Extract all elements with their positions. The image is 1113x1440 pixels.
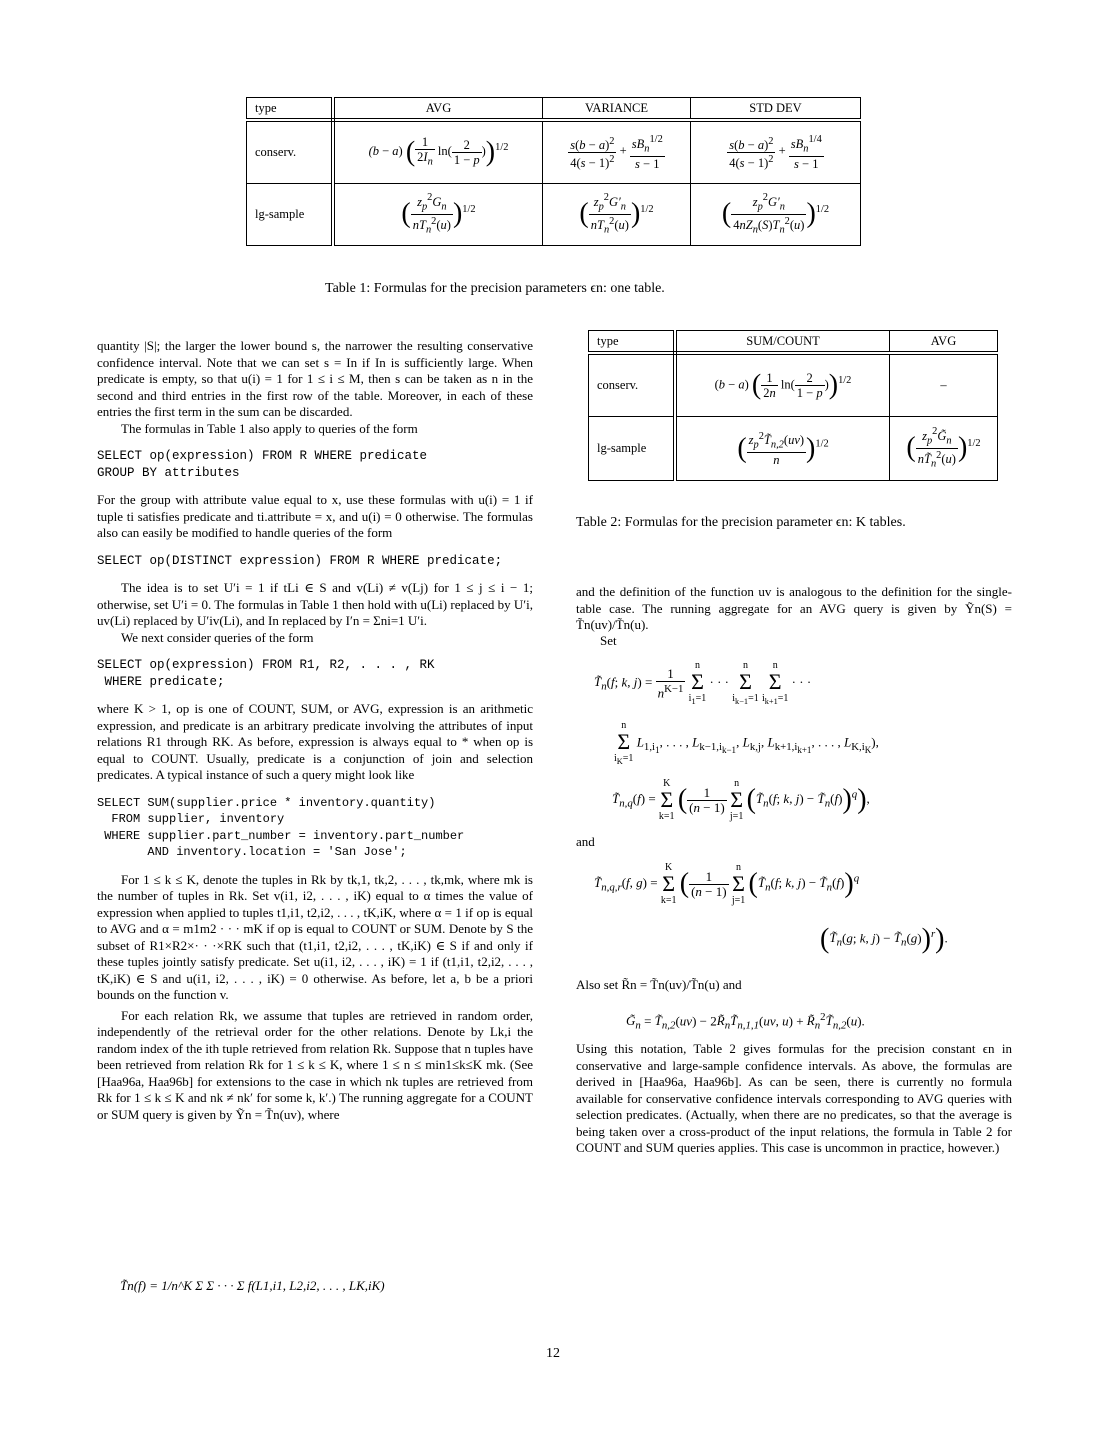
table1-header-type: type bbox=[247, 98, 334, 120]
code-block: SELECT op(expression) FROM R WHERE predicate GROUP BY attributes bbox=[97, 449, 428, 480]
table1-row-label: lg-sample bbox=[247, 184, 334, 246]
table2 bbox=[588, 330, 998, 481]
page-number: 12 bbox=[546, 1346, 560, 1361]
paragraph: For the group with attribute value equal to x, use these formulas with u(i) = 1 if tuple ti satisfies predicate and ti.attribute = x, and u(i) = 0 otherwise. The formulas also can easily be modified to handle queries of the form bbox=[97, 492, 533, 540]
table1-cell-formula: ( $\frac{z_p^2G'_n}{nT_n^2(u)}$ )$^{1/2}$ bbox=[543, 184, 691, 246]
equation-tn-fkj-cont: n Σ $i_K=1$ $L_{1,i_1}$, . . . , $L_{k-1,i_{k-1}}$, $L_{k,j}$, $L_{k+1,i_{k+1}}$, . . . , $L_{K,i_K}$), bbox=[614, 720, 879, 766]
equation-tn-fkj: $T̃_n(f$; k, j) = $\frac{1}{n^{K-1}}$ n Σ $i_1=1$ · · · n Σ $i_{k-1}=1$ n Σ $i_{k+1}=1$ · · · bbox=[594, 660, 812, 706]
paragraph: For each relation Rk, we assume that tuples are retrieved in random order, independently of the retrieval order for the other relations. Denote by Lk,i the random index of the ith tuple retrieved from relation Rk. Suppose that n tuples have been retrieved from relation Rk for 1 ≤ k ≤ K, where 1 ≤ n ≤ min1≤k≤K mk. (See [Haa96a, Haa96b] for extensions to the case in which nk tuples are retrieved from Rk for 1 ≤ k ≤ K and nk ≠ nk′ for some k, k′.) The running aggregate for a COUNT or SUM query is given by Ỹn = T̃n(uv), where bbox=[97, 1007, 533, 1122]
code-block: SELECT op(DISTINCT expression) FROM R WHERE predicate; bbox=[97, 553, 503, 568]
paragraph: Set bbox=[600, 633, 617, 648]
table2-cell-formula: (b − a) ( $\frac{1}{2n}$ ln( $\frac{2}{1 - p}$ ))$^{1/2}$ bbox=[675, 353, 890, 417]
paragraph: For 1 ≤ k ≤ K, denote the tuples in Rk by tk,1, tk,2, . . . , tk,mk, where mk is the number of tuples in Rk. Set v(i1, i2, . . . , iK) equal to α times the value of expression when applied to tuples t1,i1, t2,i2, . . . , tK,iK, where α = 1 if op is equal to AVG and α = m1m2 · · · mK if op is equal to COUNT or SUM. Denote by S the subset of R1×R2×· · ·×RK such that (t1,i1, t2,i2, . . . , tK,iK) ∈ S if and only if these tuples jointly satisfy predicate. Set u(i1, i2, . . . , iK) = 1 if (t1,i1, t2,i2, . . . , tK,iK) ∈ S and u(i1, i2, . . . , iK) = 0 otherwise. As before, let a, b be a priori bounds on the function v. bbox=[97, 871, 533, 1002]
paragraph: where K > 1, op is one of COUNT, SUM, or AVG, expression is an arithmetic expression, and predicate is an arbitrary predicate involving the attributes of input relations R1 through RK. As before, expression is always equal to * when op is equal to COUNT. Usually, predicate is a conjunction of join and selection predicates. A typical instance of such a query might look like bbox=[97, 701, 533, 782]
table2-row-label: lg-sample bbox=[589, 417, 676, 481]
table1-header-variance: VARIANCE bbox=[543, 98, 691, 120]
paragraph: quantity |S|; the larger the lower bound s, the narrower the resulting conservative confidence interval. Note that we can set s = In if In is sufficiently large. When predicate is empty, so that u(i) = 1 for 1 ≤ i ≤ M, then s can be taken as n in the second and third entries in the first row of the table. Moreover, in each of these entries the first term in the sum can be discarded. bbox=[97, 338, 533, 419]
table2-header-sumcount: SUM/COUNT bbox=[675, 331, 890, 353]
table1-cell-formula: $\frac{s(b - a)^2}{4(s - 1)^2}$ + $\frac{sB_n^{1/4}}{s - 1}$ bbox=[691, 120, 861, 184]
table1-caption: Table 1: Formulas for the precision parameters ϵn: one table. bbox=[325, 281, 665, 296]
table2-header-avg: AVG bbox=[890, 331, 998, 353]
table1-header-stddev: STD DEV bbox=[691, 98, 861, 120]
table2-cell-formula: ( $\frac{z_p^2T̃_{n,2}(uv)}{n}$ )$^{1/2}$ bbox=[675, 417, 890, 481]
paragraph: Using this notation, Table 2 gives formulas for the precision constant ϵn in conservative and large-sample confidence intervals. As above, the formulas are derived in [Haa96a, Haa96b]. As can be seen, there is currently no formula available for conservative confidence intervals corresponding to AVG queries with selection predicates. (Actually, when there are no predicates, so that the average is being taken over a cross-product of the input relations, the formula in Table 2 for COUNT and SUM queries applies. This case is uncommon in practice, however.) bbox=[576, 1041, 1012, 1155]
table1 bbox=[246, 97, 861, 246]
table2-caption: Table 2: Formulas for the precision parameter ϵn: K tables. bbox=[576, 515, 906, 530]
table2-row-label: conserv. bbox=[589, 353, 676, 417]
equation-gn: $G̃_n$ = $T̃_{n,2}(uv)$ − $2R̃_nT̃_{n,1,1}(uv$, $u) + R̃_n^2T̃_{n,2}(u)$. bbox=[626, 1011, 865, 1032]
table2-header-type: type bbox=[589, 331, 676, 353]
table2-cell-formula: ( $\frac{z_p^2G̃_n}{nT̃_n^2(u)}$ )$^{1/2}$ bbox=[890, 417, 998, 481]
paragraph: The formulas in Table 1 also apply to queries of the form bbox=[121, 420, 418, 436]
equation-tnqr: $T̃_{n,q,r}(f$, g) = K Σ k=1 ( $\frac{1}{(n - 1)}$ n Σ j=1 ($T̃_n(f$; k, $j) - T̃_n(f))^q$ bbox=[594, 862, 860, 906]
paragraph: We next consider queries of the form bbox=[121, 629, 314, 645]
table1-cell-formula: $\frac{s(b - a)^2}{4(s - 1)^2}$ + $\frac{sB_n^{1/2}}{s - 1}$ bbox=[543, 120, 691, 184]
paragraph: and the definition of the function uv is analogous to the definition for the single-table case. The running aggregate for an AVG query is given by Ỹn(S) = T̃n(uv)/T̃n(u). bbox=[576, 584, 1012, 632]
equation-tn: T̃n(f) = 1/n^K Σ Σ · · · Σ f(L1,i1, L2,i2, . . . , LK,iK) bbox=[120, 1278, 385, 1293]
table1-cell-formula: ( $\frac{z_p^2G_n}{nT_n^2(u)}$ )$^{1/2}$ bbox=[333, 184, 543, 246]
table1-cell-formula: (b − a) ( $\frac{1}{2I_n}$ ln( $\frac{2}{1 - p}$ ))$^{1/2}$ bbox=[333, 120, 543, 184]
equation-tnq: $T̃_{n,q}(f) = K$ Σ k=1 ( $\frac{1}{(n - 1)}$ n Σ j=1 ($T̃_n(f$; k, $j) - T̃_n(f))^q$), bbox=[612, 778, 870, 822]
paragraph: Also set R̃n = T̃n(uv)/T̃n(u) and bbox=[576, 977, 742, 992]
left-column bbox=[97, 338, 533, 1123]
table1-row-label: conserv. bbox=[247, 120, 334, 184]
code-block: SELECT op(expression) FROM R1, R2, . . . , RK WHERE predicate; bbox=[97, 658, 435, 689]
table2-cell-formula: – bbox=[890, 353, 998, 417]
table1-header-avg: AVG bbox=[333, 98, 543, 120]
equation-tnqr-cont: ($T̃_n(g$; k, $j) - T̃_n(g))^r$). bbox=[820, 923, 948, 955]
table1-cell-formula: ( $\frac{z_p^2G'_n}{4nZ_n(S)T_n^2(u)}$ )$^{1/2}$ bbox=[691, 184, 861, 246]
paragraph: and bbox=[576, 834, 595, 849]
paragraph: The idea is to set U′i = 1 if tLi ∈ S and v(Li) ≠ v(Lj) for 1 ≤ j ≤ i − 1; otherwise, set U′i = 0. The formulas in Table 1 then hold with u(Li) replaced by U′i, uv(Li) replaced by U′iv(Li), and In replaced by I′n = Σni=1 U′i. bbox=[97, 580, 533, 628]
code-block: SELECT SUM(supplier.price * inventory.quantity) FROM supplier, inventory WHERE supplier.part_number = inventory.part_number AND inventory.location = 'San Jose'; bbox=[97, 795, 465, 859]
